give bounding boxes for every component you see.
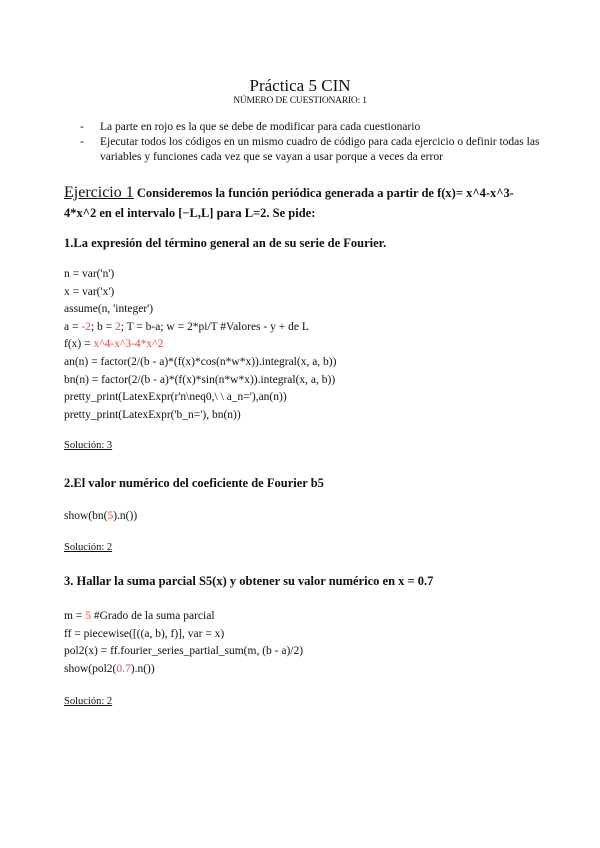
editable-value: x^4-x^3-4*x^2 bbox=[93, 338, 164, 351]
exercise-label: Ejercicio 1 bbox=[64, 184, 134, 201]
note-text: La parte en rojo es la que se debe de modificar para cada cuestionario bbox=[100, 121, 421, 133]
code-line bbox=[64, 336, 336, 354]
question-2-heading: 2.El valor numérico del coeficiente de Fourier b5 bbox=[64, 476, 324, 490]
list-item bbox=[80, 120, 540, 135]
solution-3: Solución: 2 bbox=[64, 696, 113, 707]
note-text: Ejecutar todos los códigos en un mismo cuadro de código para cada ejercicio o definir todas las variables y funciones cada vez que se vayan a usar porque a veces da error bbox=[100, 136, 540, 163]
code-line bbox=[64, 661, 303, 679]
code-text: m = bbox=[64, 610, 86, 622]
code-block-3 bbox=[64, 608, 303, 678]
bullet-marker: - bbox=[80, 121, 84, 133]
code-line: ff = piecewise([((a, b), f)], var = x) bbox=[64, 627, 225, 640]
editable-value: 5 bbox=[85, 610, 91, 622]
code-block-1 bbox=[64, 266, 336, 424]
page-title: Práctica 5 CIN bbox=[249, 76, 351, 95]
code-text: f(x) = bbox=[64, 338, 94, 351]
exercise-statement bbox=[64, 183, 544, 223]
code-text: ).n()) bbox=[130, 662, 155, 675]
code-block-2 bbox=[64, 508, 137, 526]
code-line: assume(n, 'integer') bbox=[64, 303, 154, 316]
code-line bbox=[64, 608, 303, 626]
code-text: a = bbox=[64, 320, 82, 333]
editable-value: 0.7 bbox=[116, 662, 131, 675]
code-text: show(bn( bbox=[64, 510, 108, 522]
editable-value: 2 bbox=[115, 320, 121, 333]
solution-1: Solución: 3 bbox=[64, 440, 113, 451]
code-line: x = var('x') bbox=[64, 285, 115, 298]
exercise-text: Consideremos la función periódica generada a partir de f(x)= x^4-x^3-4*x^2 en el intervalo [−L,L] para L=2. Se pide: bbox=[64, 186, 514, 220]
code-line: pol2(x) = ff.fourier_series_partial_sum(m, (b - a)/2) bbox=[64, 645, 304, 658]
code-text: ).n()) bbox=[113, 510, 138, 522]
code-line: pretty_print(LatexExpr('b_n='), bn(n)) bbox=[64, 408, 241, 421]
code-text: show(pol2( bbox=[64, 662, 117, 675]
page-subtitle: NÚMERO DE CUESTIONARIO: 1 bbox=[233, 96, 367, 106]
editable-value: 5 bbox=[107, 510, 114, 522]
code-line: an(n) = factor(2/(b - a)*(f(x)*cos(n*w*x)).integral(x, a, b)) bbox=[64, 355, 337, 368]
code-text: ; T = b-a; w = 2*pi/T #Valores - y + de L bbox=[120, 320, 309, 333]
code-line: bn(n) = factor(2/(b - a)*(f(x)*sin(n*w*x)).integral(x, a, b)) bbox=[64, 373, 336, 386]
notes-list bbox=[80, 120, 540, 165]
code-text: #Grado de la suma parcial bbox=[90, 610, 215, 622]
code-text: ; b = bbox=[90, 320, 115, 333]
solution-2: Solución: 2 bbox=[64, 542, 113, 553]
question-3-heading: 3. Hallar la suma parcial S5(x) y obtener su valor numérico en x = 0.7 bbox=[64, 574, 434, 588]
code-line: pretty_print(LatexExpr(r'n\neq0,\ \ a_n='),an(n)) bbox=[64, 391, 287, 404]
bullet-marker: - bbox=[80, 136, 84, 148]
list-item bbox=[80, 135, 540, 165]
editable-value: -2 bbox=[81, 320, 91, 333]
question-1-heading: 1.La expresión del término general an de su serie de Fourier. bbox=[64, 236, 387, 250]
code-line: n = var('n') bbox=[64, 268, 115, 280]
code-line bbox=[64, 319, 336, 337]
